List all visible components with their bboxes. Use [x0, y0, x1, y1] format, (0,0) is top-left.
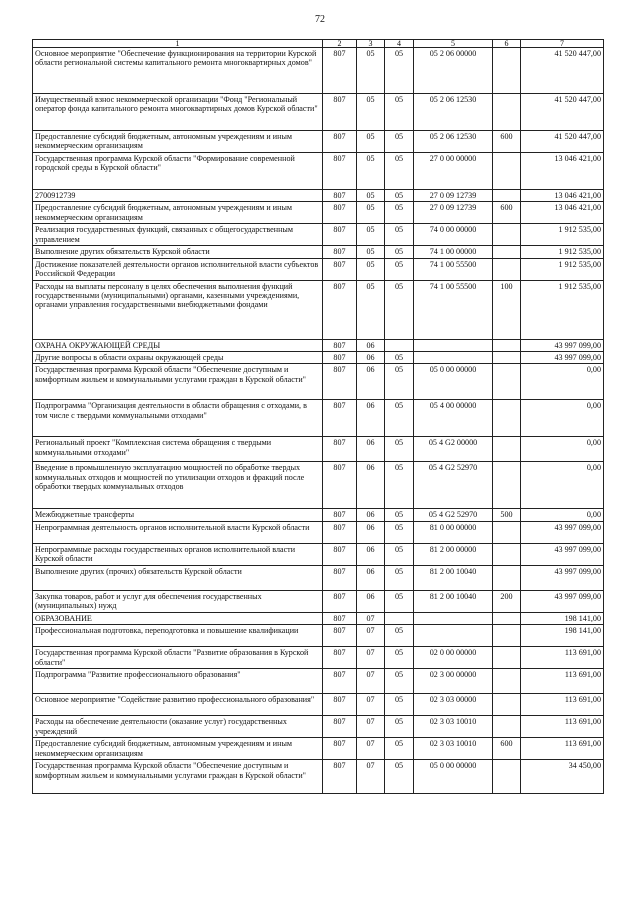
target-article-code-cell: 05 4 G2 00000 [414, 437, 493, 462]
expense-type-code-cell: 600 [493, 202, 521, 224]
grbs-code-cell: 807 [323, 716, 357, 738]
target-article-code-cell: 02 3 00 00000 [414, 669, 493, 694]
expense-type-code-cell [493, 224, 521, 246]
subsection-code-cell: 05 [385, 202, 414, 224]
amount-cell: 1 912 535,00 [521, 224, 604, 246]
expense-type-code-cell [493, 258, 521, 280]
item-name-cell: ОХРАНА ОКРУЖАЮЩЕЙ СРЕДЫ [33, 339, 323, 351]
grbs-code-cell: 807 [323, 521, 357, 543]
amount-cell: 41 520 447,00 [521, 48, 604, 94]
section-code-cell: 06 [357, 339, 385, 351]
amount-cell: 0,00 [521, 509, 604, 521]
column-header: 5 [414, 40, 493, 48]
amount-cell: 13 046 421,00 [521, 153, 604, 190]
subsection-code-cell: 05 [385, 224, 414, 246]
amount-cell: 43 997 099,00 [521, 543, 604, 565]
column-header: 1 [33, 40, 323, 48]
table-row [33, 590, 604, 612]
grbs-code-cell: 807 [323, 647, 357, 669]
expense-type-code-cell [493, 694, 521, 716]
table-row [33, 153, 604, 190]
item-name-cell: Государственная программа Курской области "Развитие образования в Курской области" [33, 647, 323, 669]
amount-cell: 0,00 [521, 400, 604, 437]
expense-type-code-cell [493, 48, 521, 94]
expense-type-code-cell [493, 246, 521, 258]
item-name-cell: Государственная программа Курской области "Обеспечение доступным и комфортным жильем и коммунальными услугами граждан в Курской области" [33, 364, 323, 400]
table-row [33, 543, 604, 565]
section-code-cell: 07 [357, 716, 385, 738]
expense-type-code-cell: 100 [493, 280, 521, 339]
amount-cell: 41 520 447,00 [521, 94, 604, 131]
item-name-cell: Расходы на выплаты персоналу в целях обеспечения выполнения функций государственными (муниципальными) органами, казенными учреждениями, органами управления государственными внебюджетными фондами [33, 280, 323, 339]
section-code-cell: 07 [357, 625, 385, 647]
grbs-code-cell: 807 [323, 224, 357, 246]
table-row [33, 625, 604, 647]
target-article-code-cell [414, 352, 493, 364]
item-name-cell: Реализация государственных функций, связанных с общегосударственным управлением [33, 224, 323, 246]
expense-type-code-cell [493, 669, 521, 694]
expense-type-code-cell [493, 625, 521, 647]
grbs-code-cell: 807 [323, 246, 357, 258]
item-name-cell: Основное мероприятие "Содействие развитию профессионального образования" [33, 694, 323, 716]
target-article-code-cell: 27 0 09 12739 [414, 202, 493, 224]
item-name-cell: 2700912739 [33, 190, 323, 202]
target-article-code-cell: 81 0 00 00000 [414, 521, 493, 543]
section-code-cell: 06 [357, 565, 385, 590]
amount-cell: 198 141,00 [521, 612, 604, 624]
subsection-code-cell: 05 [385, 738, 414, 760]
section-code-cell: 06 [357, 509, 385, 521]
column-header: 3 [357, 40, 385, 48]
table-row [33, 521, 604, 543]
expense-type-code-cell [493, 153, 521, 190]
target-article-code-cell: 05 2 06 12530 [414, 94, 493, 131]
section-code-cell: 05 [357, 48, 385, 94]
amount-cell: 1 912 535,00 [521, 246, 604, 258]
table-row [33, 202, 604, 224]
item-name-cell: Основное мероприятие "Обеспечение функционирования на территории Курской области региональной системы капитального ремонта многоквартирных домов" [33, 48, 323, 94]
target-article-code-cell: 02 3 03 00000 [414, 694, 493, 716]
amount-cell: 113 691,00 [521, 669, 604, 694]
table-row [33, 612, 604, 624]
section-code-cell: 05 [357, 224, 385, 246]
budget-table [32, 39, 604, 794]
amount-cell: 1 912 535,00 [521, 280, 604, 339]
expense-type-code-cell [493, 437, 521, 462]
grbs-code-cell: 807 [323, 509, 357, 521]
table-row [33, 716, 604, 738]
expense-type-code-cell [493, 543, 521, 565]
section-code-cell: 07 [357, 694, 385, 716]
grbs-code-cell: 807 [323, 258, 357, 280]
subsection-code-cell: 05 [385, 48, 414, 94]
grbs-code-cell: 807 [323, 669, 357, 694]
subsection-code-cell: 05 [385, 280, 414, 339]
grbs-code-cell: 807 [323, 694, 357, 716]
target-article-code-cell: 02 3 03 10010 [414, 716, 493, 738]
item-name-cell: ОБРАЗОВАНИЕ [33, 612, 323, 624]
table-body [33, 48, 604, 794]
amount-cell: 43 997 099,00 [521, 565, 604, 590]
grbs-code-cell: 807 [323, 364, 357, 400]
subsection-code-cell: 05 [385, 258, 414, 280]
grbs-code-cell: 807 [323, 625, 357, 647]
subsection-code-cell [385, 339, 414, 351]
table-row [33, 246, 604, 258]
table-row [33, 48, 604, 94]
subsection-code-cell: 05 [385, 509, 414, 521]
section-code-cell: 06 [357, 590, 385, 612]
expense-type-code-cell [493, 339, 521, 351]
subsection-code-cell: 05 [385, 760, 414, 794]
item-name-cell: Достижение показателей деятельности органов исполнительной власти субъектов Российской Федерации [33, 258, 323, 280]
section-code-cell: 05 [357, 153, 385, 190]
table-row [33, 738, 604, 760]
table-row [33, 280, 604, 339]
section-code-cell: 06 [357, 543, 385, 565]
subsection-code-cell: 05 [385, 437, 414, 462]
item-name-cell: Выполнение других обязательств Курской области [33, 246, 323, 258]
item-name-cell: Региональный проект "Комплексная система обращения с твердыми коммунальными отходами" [33, 437, 323, 462]
amount-cell: 0,00 [521, 462, 604, 509]
target-article-code-cell: 74 1 00 55500 [414, 280, 493, 339]
target-article-code-cell: 81 2 00 10040 [414, 590, 493, 612]
section-code-cell: 05 [357, 246, 385, 258]
target-article-code-cell: 27 0 00 00000 [414, 153, 493, 190]
column-header: 2 [323, 40, 357, 48]
target-article-code-cell [414, 612, 493, 624]
expense-type-code-cell [493, 647, 521, 669]
page-number: 72 [315, 14, 325, 25]
grbs-code-cell: 807 [323, 760, 357, 794]
expense-type-code-cell: 500 [493, 509, 521, 521]
target-article-code-cell [414, 625, 493, 647]
target-article-code-cell: 05 4 G2 52970 [414, 462, 493, 509]
table-row [33, 190, 604, 202]
target-article-code-cell: 05 0 00 00000 [414, 760, 493, 794]
target-article-code-cell: 74 0 00 00000 [414, 224, 493, 246]
item-name-cell: Предоставление субсидий бюджетным, автономным учреждениям и иным некоммерческим организациям [33, 131, 323, 153]
amount-cell: 41 520 447,00 [521, 131, 604, 153]
amount-cell: 43 997 099,00 [521, 339, 604, 351]
subsection-code-cell: 05 [385, 246, 414, 258]
item-name-cell: Профессиональная подготовка, переподготовка и повышение квалификации [33, 625, 323, 647]
amount-cell: 113 691,00 [521, 694, 604, 716]
subsection-code-cell: 05 [385, 590, 414, 612]
table-row [33, 760, 604, 794]
section-code-cell: 05 [357, 131, 385, 153]
item-name-cell: Закупка товаров, работ и услуг для обеспечения государственных (муниципальных) нужд [33, 590, 323, 612]
table-header-row [33, 40, 604, 48]
target-article-code-cell: 05 2 06 12530 [414, 131, 493, 153]
grbs-code-cell: 807 [323, 48, 357, 94]
section-code-cell: 07 [357, 669, 385, 694]
section-code-cell: 05 [357, 258, 385, 280]
grbs-code-cell: 807 [323, 738, 357, 760]
item-name-cell: Межбюджетные трансферты [33, 509, 323, 521]
amount-cell: 0,00 [521, 364, 604, 400]
table-row [33, 462, 604, 509]
item-name-cell: Введение в промышленную эксплуатацию мощностей по обработке твердых коммунальных отходов и мощностей по утилизации отходов и фракций после обработки твердых коммунальных отходов [33, 462, 323, 509]
subsection-code-cell: 05 [385, 565, 414, 590]
expense-type-code-cell [493, 94, 521, 131]
section-code-cell: 06 [357, 400, 385, 437]
amount-cell: 34 450,00 [521, 760, 604, 794]
table-row [33, 694, 604, 716]
table-row [33, 437, 604, 462]
expense-type-code-cell: 600 [493, 131, 521, 153]
subsection-code-cell: 05 [385, 190, 414, 202]
target-article-code-cell: 81 2 00 10040 [414, 565, 493, 590]
target-article-code-cell: 02 3 03 10010 [414, 738, 493, 760]
section-code-cell: 07 [357, 647, 385, 669]
amount-cell: 198 141,00 [521, 625, 604, 647]
expense-type-code-cell [493, 190, 521, 202]
section-code-cell: 06 [357, 462, 385, 509]
target-article-code-cell: 74 1 00 55500 [414, 258, 493, 280]
target-article-code-cell: 05 0 00 00000 [414, 364, 493, 400]
grbs-code-cell: 807 [323, 612, 357, 624]
item-name-cell: Имущественный взнос некоммерческой организации "Фонд "Региональный оператор фонда капитального ремонта многоквартирных домов Курской области" [33, 94, 323, 131]
grbs-code-cell: 807 [323, 94, 357, 131]
table-row [33, 364, 604, 400]
grbs-code-cell: 807 [323, 543, 357, 565]
item-name-cell: Государственная программа Курской области "Обеспечение доступным и комфортным жильем и коммунальными услугами граждан в Курской области" [33, 760, 323, 794]
item-name-cell: Предоставление субсидий бюджетным, автономным учреждениям и иным некоммерческим организациям [33, 738, 323, 760]
target-article-code-cell: 27 0 09 12739 [414, 190, 493, 202]
target-article-code-cell: 81 2 00 00000 [414, 543, 493, 565]
item-name-cell: Непрограммные расходы государственных органов исполнительной власти Курской области [33, 543, 323, 565]
subsection-code-cell: 05 [385, 94, 414, 131]
column-header: 6 [493, 40, 521, 48]
table-row [33, 352, 604, 364]
amount-cell: 43 997 099,00 [521, 521, 604, 543]
expense-type-code-cell: 200 [493, 590, 521, 612]
subsection-code-cell: 05 [385, 716, 414, 738]
table-row [33, 258, 604, 280]
table-row [33, 565, 604, 590]
subsection-code-cell: 05 [385, 462, 414, 509]
grbs-code-cell: 807 [323, 590, 357, 612]
amount-cell: 1 912 535,00 [521, 258, 604, 280]
grbs-code-cell: 807 [323, 400, 357, 437]
item-name-cell: Выполнение других (прочих) обязательств Курской области [33, 565, 323, 590]
expense-type-code-cell [493, 352, 521, 364]
subsection-code-cell: 05 [385, 153, 414, 190]
grbs-code-cell: 807 [323, 153, 357, 190]
amount-cell: 113 691,00 [521, 716, 604, 738]
subsection-code-cell: 05 [385, 543, 414, 565]
expense-type-code-cell [493, 364, 521, 400]
item-name-cell: Другие вопросы в области охраны окружающей среды [33, 352, 323, 364]
grbs-code-cell: 807 [323, 280, 357, 339]
grbs-code-cell: 807 [323, 202, 357, 224]
table-row [33, 224, 604, 246]
grbs-code-cell: 807 [323, 462, 357, 509]
table-row [33, 131, 604, 153]
table-row [33, 669, 604, 694]
amount-cell: 13 046 421,00 [521, 190, 604, 202]
subsection-code-cell: 05 [385, 694, 414, 716]
subsection-code-cell: 05 [385, 669, 414, 694]
table-row [33, 400, 604, 437]
target-article-code-cell: 02 0 00 00000 [414, 647, 493, 669]
expense-type-code-cell [493, 716, 521, 738]
amount-cell: 43 997 099,00 [521, 352, 604, 364]
item-name-cell: Подпрограмма "Организация деятельности в области обращения с отходами, в том числе с твердыми коммунальными отходами" [33, 400, 323, 437]
item-name-cell: Расходы на обеспечение деятельности (оказание услуг) государственных учреждений [33, 716, 323, 738]
section-code-cell: 06 [357, 352, 385, 364]
subsection-code-cell: 05 [385, 364, 414, 400]
table-row [33, 509, 604, 521]
expense-type-code-cell [493, 565, 521, 590]
subsection-code-cell [385, 612, 414, 624]
amount-cell: 113 691,00 [521, 738, 604, 760]
section-code-cell: 06 [357, 364, 385, 400]
grbs-code-cell: 807 [323, 437, 357, 462]
subsection-code-cell: 05 [385, 131, 414, 153]
item-name-cell: Предоставление субсидий бюджетным, автономным учреждениям и иным некоммерческим организациям [33, 202, 323, 224]
section-code-cell: 07 [357, 612, 385, 624]
target-article-code-cell: 05 2 06 00000 [414, 48, 493, 94]
expense-type-code-cell [493, 400, 521, 437]
item-name-cell: Государственная программа Курской области "Формирование современной городской среды в Курской области" [33, 153, 323, 190]
grbs-code-cell: 807 [323, 339, 357, 351]
target-article-code-cell: 05 4 00 00000 [414, 400, 493, 437]
target-article-code-cell: 05 4 G2 52970 [414, 509, 493, 521]
target-article-code-cell [414, 339, 493, 351]
grbs-code-cell: 807 [323, 352, 357, 364]
section-code-cell: 05 [357, 202, 385, 224]
expense-type-code-cell [493, 462, 521, 509]
expense-type-code-cell [493, 612, 521, 624]
section-code-cell: 07 [357, 738, 385, 760]
table-row [33, 647, 604, 669]
section-code-cell: 05 [357, 280, 385, 339]
section-code-cell: 06 [357, 437, 385, 462]
section-code-cell: 05 [357, 190, 385, 202]
amount-cell: 43 997 099,00 [521, 590, 604, 612]
table-row [33, 339, 604, 351]
section-code-cell: 05 [357, 94, 385, 131]
section-code-cell: 06 [357, 521, 385, 543]
subsection-code-cell: 05 [385, 400, 414, 437]
grbs-code-cell: 807 [323, 131, 357, 153]
table-row [33, 94, 604, 131]
subsection-code-cell: 05 [385, 521, 414, 543]
grbs-code-cell: 807 [323, 565, 357, 590]
expense-type-code-cell [493, 760, 521, 794]
column-header: 7 [521, 40, 604, 48]
expense-type-code-cell: 600 [493, 738, 521, 760]
amount-cell: 113 691,00 [521, 647, 604, 669]
amount-cell: 13 046 421,00 [521, 202, 604, 224]
item-name-cell: Непрограммная деятельность органов исполнительной власти Курской области [33, 521, 323, 543]
expense-type-code-cell [493, 521, 521, 543]
subsection-code-cell: 05 [385, 352, 414, 364]
subsection-code-cell: 05 [385, 647, 414, 669]
item-name-cell: Подпрограмма "Развитие профессионального образования" [33, 669, 323, 694]
column-header: 4 [385, 40, 414, 48]
target-article-code-cell: 74 1 00 00000 [414, 246, 493, 258]
amount-cell: 0,00 [521, 437, 604, 462]
subsection-code-cell: 05 [385, 625, 414, 647]
grbs-code-cell: 807 [323, 190, 357, 202]
section-code-cell: 07 [357, 760, 385, 794]
